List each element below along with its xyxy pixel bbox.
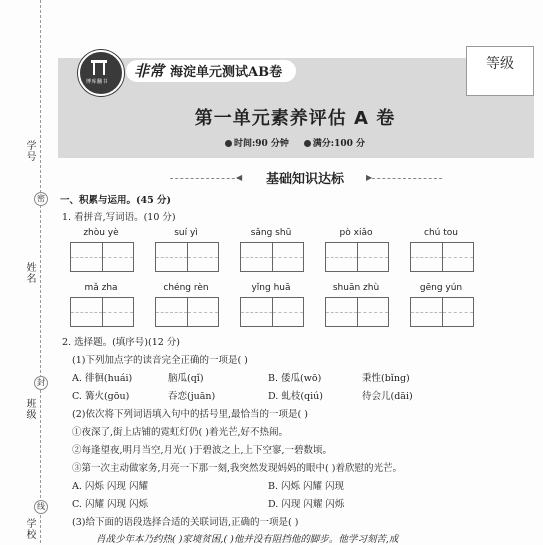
option-b-word: 秉性(bǐng) [362, 373, 410, 384]
arrow-right-icon: ▶ [366, 173, 373, 182]
gate-icon [91, 60, 107, 77]
write-grid[interactable] [325, 297, 389, 327]
school-label: 学校 [24, 518, 35, 540]
sentence-2: ②每逢望夜,明月当空,月光( )于碧波之上,上下空寥,一碧数顷。 [72, 445, 333, 456]
section-ribbon [60, 168, 530, 188]
seal-mark: 线 [34, 500, 48, 514]
pinyin: chéng rèn [163, 283, 209, 293]
pinyin: zhòu yè [83, 228, 119, 238]
write-grid[interactable] [240, 297, 304, 327]
binding-cut-line [40, 0, 41, 543]
write-grid[interactable] [325, 242, 389, 272]
name-label: 姓名 [24, 262, 35, 284]
exam-meta [60, 136, 530, 149]
time-limit: 时间:90 分钟 [233, 139, 289, 149]
class-label: 班级 [24, 398, 35, 420]
option-d[interactable]: D. 闪现 闪耀 闪烁 [268, 499, 345, 510]
option-b[interactable]: B. 闪烁 闪耀 闪现 [268, 481, 345, 492]
write-grid[interactable] [155, 242, 219, 272]
pinyin: mǎ zha [84, 283, 118, 293]
q2-sub1: (1)下列加点字的读音完全正确的一项是( ) [72, 355, 248, 366]
pinyin: sǎng shū [250, 228, 292, 238]
score-icon [304, 140, 311, 147]
write-grid[interactable] [70, 242, 134, 272]
option-d[interactable]: D. 虬枝(qiú) [268, 391, 323, 402]
option-c[interactable]: C. 篝火(gōu) [72, 391, 130, 402]
logo-text: 博库翻书 [86, 79, 109, 85]
ribbon-title: 基础知识达标 [265, 172, 344, 187]
pinyin: suí yì [174, 228, 198, 238]
option-b[interactable]: B. 倭瓜(wō) [268, 373, 322, 384]
grade-box[interactable] [466, 46, 534, 96]
page-title: 第一单元素养评估 A 卷 [194, 108, 396, 129]
full-score: 满分:100 分 [312, 139, 366, 149]
q2-sub2: (2)依次将下列词语填入句中的括号里,最恰当的一项是( ) [72, 409, 308, 420]
binding-strip [0, 0, 52, 543]
arrow-left-icon: ◀ [236, 173, 243, 182]
seal-mark: 封 [34, 376, 48, 390]
option-c[interactable]: C. 闪耀 闪现 闪烁 [72, 499, 149, 510]
series-title [126, 60, 296, 82]
pinyin: pò xiǎo [339, 228, 373, 238]
pinyin: gēng yún [419, 283, 463, 293]
write-grid[interactable] [155, 297, 219, 327]
clock-icon [225, 140, 232, 147]
sentence-3: ③第一次主动做家务,月亮一下那一刻,我突然发现妈妈的眼中( )着欣慰的光芒。 [72, 463, 402, 474]
sentence-1: ①夜深了,街上店铺的霓虹灯仍( )着光芒,好不热闹。 [72, 427, 288, 438]
q1-label: 1. 看拼音,写词语。(10 分) [62, 212, 176, 223]
section-heading: 一、积累与运用。(45 分) [60, 195, 172, 206]
option-d-word: 待会儿(dāi) [362, 391, 413, 402]
pinyin: shuān zhù [332, 283, 380, 293]
write-grid[interactable] [410, 297, 474, 327]
grade-label: 等级 [486, 56, 514, 72]
option-a[interactable]: A. 徘徊(huái) [72, 373, 133, 384]
student-id-label: 学号 [24, 140, 35, 162]
ribbon-line-left [170, 178, 240, 179]
seal-mark: 密 [34, 192, 48, 206]
write-grid[interactable] [240, 242, 304, 272]
passage-text: 肖战少年本乃约热( )家境贫困,( )他并没有阻挡他的脚步。他学习刻苦,成 [96, 534, 399, 545]
series-name: 海淀单元测试AB卷 [170, 65, 283, 80]
brand-name: 非常 [134, 62, 165, 80]
pinyin: chú tou [424, 228, 458, 238]
option-a[interactable]: A. 闪烁 闪现 闪耀 [72, 481, 148, 492]
option-c-word: 吞恋(juān) [168, 391, 216, 402]
option-a-word: 脑瓜(qǐ) [168, 373, 204, 384]
q2-sub3: (3)给下面的语段选择合适的关联词语,正确的一项是( ) [72, 517, 299, 528]
write-grid[interactable] [70, 297, 134, 327]
ribbon-line-right [372, 178, 442, 179]
q2-label: 2. 选择题。(填序号)(12 分) [62, 337, 181, 348]
write-grid[interactable] [410, 242, 474, 272]
pinyin: yǐng huā [251, 283, 291, 293]
